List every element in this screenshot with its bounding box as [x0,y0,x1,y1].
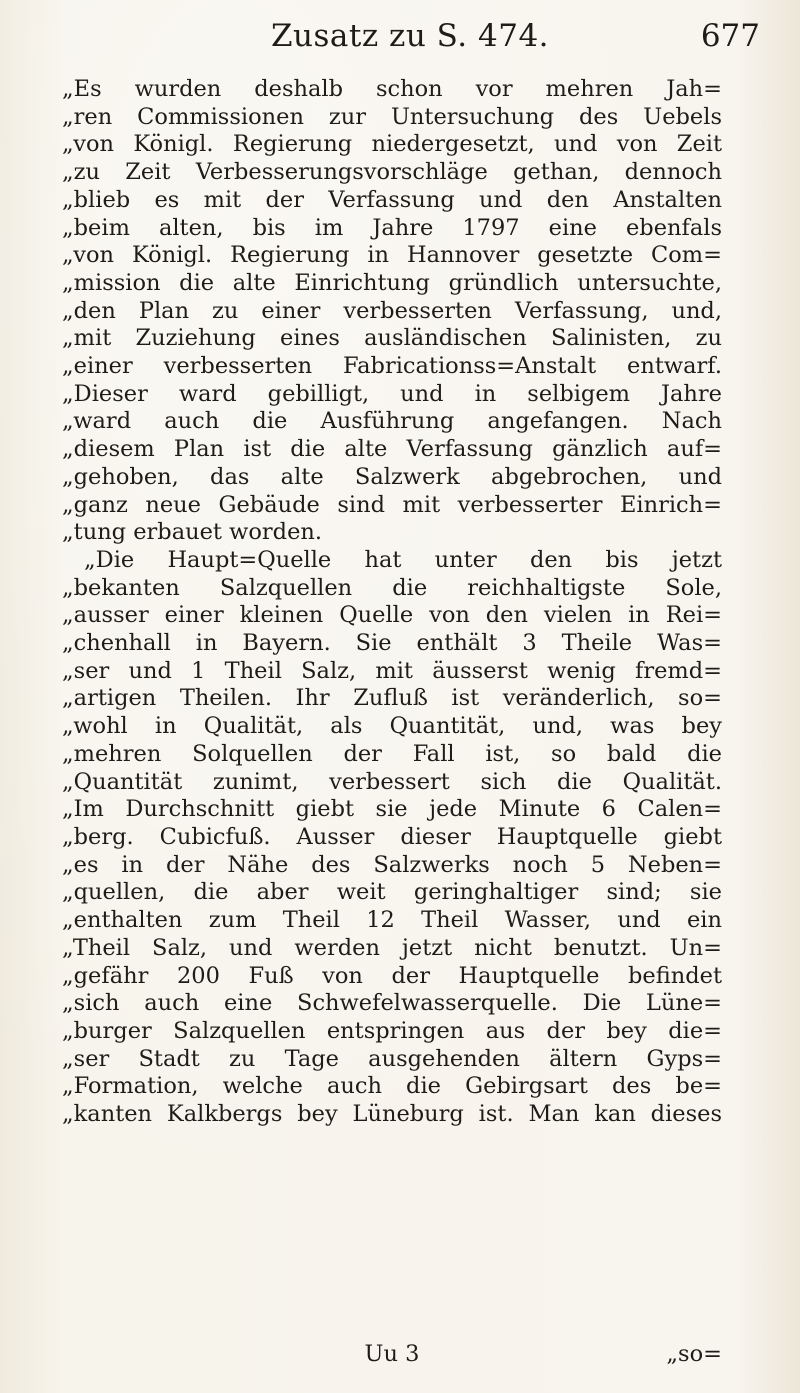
text-line: „bekanten Salzquellen die reichhaltigste Sole, [62,574,722,601]
text-line: „tung erbauet worden. [62,519,323,546]
text-line: „den Plan zu einer verbesserten Verfassung, und, [62,297,722,324]
text-line: „Es wurden deshalb schon vor mehren Jah= [62,76,722,102]
text-line: „sich auch eine Schwefelwasserquelle. Die Lüne= [62,990,722,1017]
text-line: „Die Haupt=Quelle hat unter den bis jetzt [84,546,722,573]
text-line: „wohl in Qualität, als Quantität, und, was bey [62,713,722,740]
text-line: „Dieser ward gebilligt, und in selbigem Jahre [62,380,722,407]
text-line: „ren Commissionen zur Untersuchung des Uebels [62,103,722,130]
text-line: „zu Zeit Verbesserungsvorschläge gethan, dennoch [62,159,722,186]
text-line: „diesem Plan ist die alte Verfassung gänzlich auf= [62,436,722,463]
text-line: „burger Salzquellen entspringen aus der bey die= [62,1017,722,1044]
text-line: „berg. Cubicfuß. Ausser dieser Hauptquelle giebt [62,823,722,850]
text-line: „kanten Kalkbergs bey Lüneburg ist. Man kan dieses [62,1101,722,1128]
text-line: „ser und 1 Theil Salz, mit äusserst wenig fremd= [62,657,722,684]
text-line: „Quantität zunimt, verbessert sich die Qualität. [62,768,722,795]
text-line: „von Königl. Regierung niedergesetzt, und von Zeit [62,131,722,158]
text-line: „chenhall in Bayern. Sie enthält 3 Theile Was= [62,630,722,657]
text-line: „mehren Solquellen der Fall ist, so bald die [62,740,722,767]
text-line: „Theil Salz, und werden jetzt nicht benutzt. Un= [62,934,722,961]
signature-mark: Uu 3 [364,1341,420,1367]
text-line: „mit Zuziehung eines ausländischen Salinisten, zu [62,325,722,352]
text-line: „mission die alte Einrichtung gründlich untersuchte, [62,269,722,296]
text-line: „gehoben, das alte Salzwerk abgebrochen, und [62,463,722,490]
text-line: „quellen, die aber weit geringhaltiger sind; sie [62,879,722,906]
running-head: Zusatz zu S. 474. [270,18,550,54]
body-text [62,76,722,1129]
text-line: „beim alten, bis im Jahre 1797 eine ebenfals [62,214,722,241]
catchword: „so= [666,1341,722,1367]
text-line: „einer verbesserten Fabricationss=Anstalt entwarf. [62,353,722,380]
text-line: „artigen Theilen. Ihr Zufluß ist veränderlich, so= [62,685,722,712]
text-line: „von Königl. Regierung in Hannover gesetzte Com= [62,242,722,269]
text-line: „es in der Nähe des Salzwerks noch 5 Neben= [62,851,722,878]
text-line: „ward auch die Ausführung angefangen. Nach [62,408,722,435]
text-line: „gefähr 200 Fuß von der Hauptquelle befindet [62,962,722,989]
page-header [60,8,760,60]
text-line: „enthalten zum Theil 12 Theil Wasser, und ein [62,907,722,934]
text-line: „ausser einer kleinen Quelle von den vielen in Rei= [62,602,722,629]
text-line: „ser Stadt zu Tage ausgehenden ältern Gyps= [62,1045,722,1072]
page-footer [62,1341,722,1375]
text-line: „Im Durchschnitt giebt sie jede Minute 6 Calen= [62,796,722,823]
text-line: „Formation, welche auch die Gebirgsart des be= [62,1073,722,1100]
text-line: „blieb es mit der Verfassung und den Anstalten [62,186,722,213]
page-number: 677 [700,18,760,54]
text-line: „ganz neue Gebäude sind mit verbesserter Einrich= [62,491,722,518]
